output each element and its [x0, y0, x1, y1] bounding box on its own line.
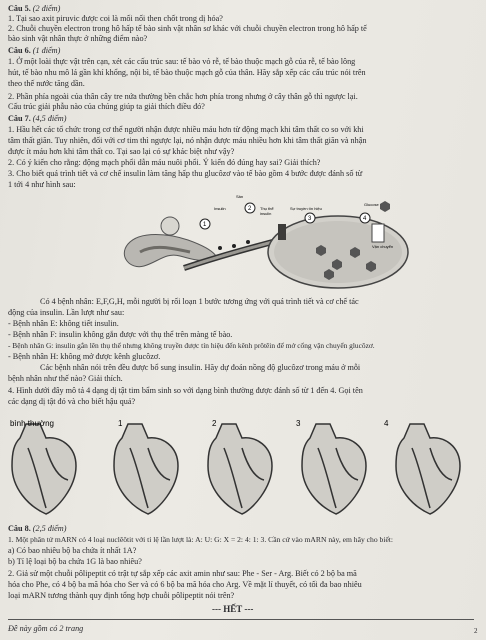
- cau7-line5: 3. Cho biết quá trình tiết và cơ chế insulin làm tăng hấp thu glucôzơ vào tế bào gồm 4 bước được đánh số từ: [8, 169, 363, 178]
- heart-defect-1: [114, 424, 178, 514]
- label-defect-1: 1: [118, 419, 123, 428]
- cau7-line3: được ít máu hơn khi tâm thất co. Tại sao lại có sự khác biệt như vậy?: [8, 147, 235, 156]
- patient-f: - Bệnh nhân F: insulin không gắn được với thụ thể trên màng tế bào.: [8, 330, 233, 339]
- cau8-heading: [8, 524, 66, 534]
- glucose-channel-shape: [372, 224, 384, 242]
- fig1-label-glucose: Glucose: [364, 202, 379, 207]
- heart-defect-4: [396, 424, 460, 514]
- cau7-heading: [8, 114, 66, 124]
- insulin-dot: [232, 244, 236, 248]
- end-marker: --- HẾT ---: [212, 604, 254, 614]
- step-4-number: 4: [363, 216, 367, 222]
- cau5-q2-line2: bào sinh vật nhân thực ở những điểm nào?: [8, 34, 148, 43]
- fig1-label-thu-the: Thụ thể: [260, 206, 274, 211]
- cau5-q1: 1. Tại sao axit piruvic được coi là mối nối then chốt trong dị hóa?: [8, 14, 223, 23]
- cau6-line5: Cấu trúc giải phẫu nào của chúng giúp ta giải thích điều đó?: [8, 102, 205, 111]
- fig1-label-san: Sản: [236, 194, 244, 199]
- cau6-heading: [8, 46, 60, 56]
- fig1-label-van-chuyen: Vận chuyển: [372, 244, 394, 249]
- heart-normal: [12, 424, 76, 514]
- step-3-number: 3: [308, 216, 312, 222]
- cau8-line1: 1. Một phân tử mARN có 4 loại nuclêôtit với tỉ lệ lần lượt là: A: U: G: X = 2: 4: 1: 3. Cần cứ vào mARN này, em hãy cho biết:: [8, 535, 394, 544]
- cau6-line2: hút, tế bào nhu mô lá gần khí khổng, nội bì, tế bào thuộc mạch gỗ của thân. Hãy sắp xếp các cấu trúc nói trên: [8, 68, 366, 77]
- footer-rule: [8, 619, 474, 620]
- cau7-q4-line2: các dạng dị tật đó và cho biết hậu quả?: [8, 397, 136, 406]
- cau8-line4: 2. Giả sử một chuỗi pôlipeptit có trật tự sắp xếp các axit amin như sau: Phe - Ser - Arg. Biết có 2 bộ ba mã: [8, 569, 357, 578]
- cau6-line3: theo thế nước tăng dần.: [8, 79, 85, 88]
- cau7-patients-line2: động của insulin. Lần lượt như sau:: [8, 308, 125, 317]
- step-2-number: 2: [248, 206, 252, 212]
- label-defect-4: 4: [384, 419, 389, 428]
- cau7-points: (4,5 điểm): [32, 114, 67, 123]
- cau7-line1: 1. Hầu hết các tổ chức trong cơ thể người nhận được nhiều máu hơn từ động mạch khi tâm thất co so với khi: [8, 125, 364, 134]
- insulin-mechanism-figure: [110, 190, 410, 290]
- cau7-line2: tâm thất giãn. Tuy nhiên, đối với cơ tim thì ngược lại, nó nhận được máu nhiều hơn khi tâm thất giãn và nhận: [8, 136, 367, 145]
- label-binh-thuong: bình thường: [10, 419, 54, 428]
- patient-g: - Bệnh nhân G: insulin gắn lên thụ thể nhưng không truyền được tín hiệu đến kênh prôtêin để mở cổng vận chuyển glucôzơ.: [8, 341, 375, 350]
- cau6-line4: 2. Phần phía ngoài của thân cây tre nứa thường bền chắc hơn phía trong nhưng ở cây thân gỗ thì ngược lại.: [8, 92, 358, 101]
- cau8-line2: a) Có bao nhiêu bộ ba chứa ít nhất 1A?: [8, 546, 137, 555]
- cau8-points: (2,5 điểm): [32, 524, 67, 533]
- cau7-line6: 1 tới 4 như hình sau:: [8, 180, 76, 189]
- fig1-label-thu-the-insulin: insulin: [260, 211, 272, 216]
- cau5-heading: [8, 4, 60, 14]
- insulin-dot: [246, 240, 250, 244]
- cau7-patients-line1: Có 4 bệnh nhân: E,F,G,H, mỗi người bị rối loạn 1 bước tương ứng với quá trình tiết và cơ chế tác: [40, 297, 359, 306]
- cau7-question-line1: Các bệnh nhân nói trên đều được bổ sung insulin. Hãy dự đoán nồng độ glucôzơ trong máu ở mỗi: [40, 363, 361, 372]
- cau8-line5: hóa cho Phe, có 4 bộ ba mã hóa cho Ser và có 6 bộ ba mã hóa cho Arg. Về mặt lí thuyết, có tối đa bao nhiêu: [8, 580, 362, 589]
- label-defect-2: 2: [212, 419, 217, 428]
- footer-note: Đề này gồm có 2 trang: [8, 624, 84, 633]
- insulin-receptor-shape: [278, 224, 286, 240]
- cau7-q4-line1: 4. Hình dưới đây mô tả 4 dạng dị tật tim bẩm sinh so với dạng bình thường được đánh số từ 1 đến 4. Gọi tên: [8, 386, 363, 395]
- patient-h: - Bệnh nhân H: không mở được kênh glucôzơ.: [8, 352, 161, 361]
- cau8-title: Câu 8.: [8, 524, 31, 533]
- patient-e: - Bệnh nhân E: không tiết insulin.: [8, 319, 119, 328]
- cau8-line6: loại mARN tương thành quy định tổng hợp chuỗi pôlipeptit nói trên?: [8, 591, 235, 600]
- step-1-number: 1: [203, 222, 207, 228]
- fig1-label-insulin: Insulin: [214, 206, 226, 211]
- page-number: 2: [474, 627, 478, 635]
- cau6-line1: 1. Ở một loài thực vật trên cạn, xét các cấu trúc sau: tế bào vỏ rễ, tế bào thuộc mạch gỗ của rễ, tế bào lông: [8, 57, 356, 66]
- cau7-title: Câu 7.: [8, 114, 31, 123]
- cau7-line4: 2. Có ý kiến cho rằng: động mạch phổi dẫn máu nuôi phổi. Ý kiến đó đúng hay sai? Giải thích?: [8, 158, 321, 167]
- cau7-question-line2: bệnh nhân như thế nào? Giải thích.: [8, 374, 123, 383]
- glucose-dot: [380, 201, 390, 212]
- fig1-label-signal: Sự truyền tín hiệu: [290, 206, 322, 211]
- cau8-line3: b) Tỉ lệ loại bộ ba chứa 1G là bao nhiêu?: [8, 557, 142, 566]
- beta-cell-shape: [161, 217, 179, 235]
- heart-defects-figure: [6, 418, 480, 518]
- label-defect-3: 3: [296, 419, 301, 428]
- cau5-points: (2 điểm): [32, 4, 61, 13]
- cau6-title: Câu 6.: [8, 46, 31, 55]
- cau5-title: Câu 5.: [8, 4, 31, 13]
- cau6-points: (1 điểm): [32, 46, 61, 55]
- cau5-q2-line1: 2. Chuỗi chuyền electron trong hô hấp tế bào sinh vật nhân sơ khác với chuỗi chuyền electron trong hô hấp tế: [8, 24, 367, 33]
- heart-defect-3: [302, 424, 366, 514]
- heart-defect-2: [208, 424, 272, 514]
- insulin-dot: [218, 246, 222, 250]
